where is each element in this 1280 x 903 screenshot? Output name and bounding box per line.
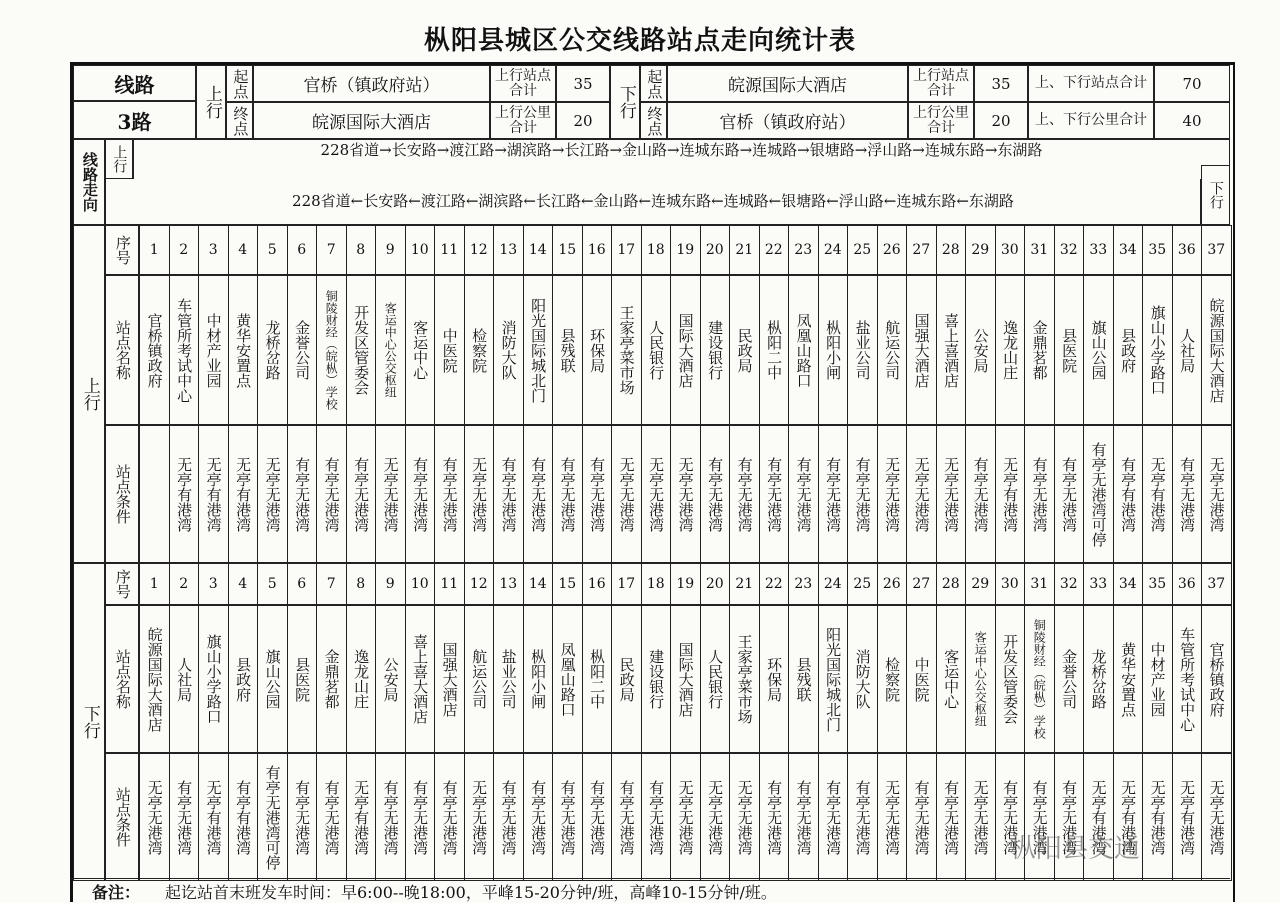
down-stop-name: 阳光国际城北门 [818,605,849,753]
down-stop-name: 枞阳小闸 [523,605,554,753]
down-start-label: 起点 [640,65,667,102]
up-stop-number: 32 [1054,225,1085,275]
down-stop-number: 23 [788,563,819,605]
down-stop-number: 16 [582,563,613,605]
down-stop-number: 7 [316,563,347,605]
up-stops-value: 35 [556,65,610,102]
down-stop-number: 8 [346,563,377,605]
up-stop-name: 航运公司 [877,275,908,425]
down-stop-name: 开发区管委会 [995,605,1026,753]
up-km-value: 20 [556,102,610,139]
up-route: 228省道→长安路→渡江路→湖滨路→长江路→金山路→连城东路→连城路→银塘路→浮山路→连城东路→东湖路 [320,141,1043,159]
up-stop-name: 国际大酒店 [670,275,701,425]
down-stop-condition: 无亭无港湾 [729,753,760,881]
down-stop-condition: 有亭有港湾 [228,753,259,881]
up-cond-label: 站点条件 [105,425,139,563]
up-stop-condition [139,425,170,563]
up-stop-condition: 有亭无港湾 [847,425,878,563]
down-stop-name: 建设银行 [641,605,672,753]
up-stop-condition: 有亭无港湾 [818,425,849,563]
up-km-label: 上行公里合计 [490,102,556,139]
up-stop-condition: 无亭有港湾 [169,425,200,563]
up-stop-name: 检察院 [464,275,495,425]
down-stop-condition: 有亭无港湾 [995,753,1026,881]
down-stop-name: 客运中心公交枢纽 [965,605,996,753]
up-stop-condition: 有亭无港湾 [346,425,377,563]
down-km-value: 20 [974,102,1028,139]
up-stop-name: 皖源国际大酒店 [1201,275,1232,425]
up-stop-number: 18 [641,225,672,275]
up-stop-name: 阳光国际城北门 [523,275,554,425]
up-stop-condition: 有亭有港湾 [1113,425,1144,563]
up-stop-number: 10 [405,225,436,275]
down-stop-name: 黄华安置点 [1113,605,1144,753]
direction-label: 线路走向 [73,139,105,225]
up-stop-condition: 无亭无港湾 [906,425,937,563]
down-stop-condition: 无亭有港湾 [198,753,229,881]
watermark-text: 枞阳县交通 [1010,834,1141,864]
down-stop-condition: 有亭无港湾 [375,753,406,881]
up-stop-number: 31 [1024,225,1055,275]
up-stop-number: 21 [729,225,760,275]
down-name-label: 站点名称 [105,605,139,753]
up-stop-number: 29 [965,225,996,275]
down-stop-condition: 有亭无港湾 [287,753,318,881]
up-stop-condition: 有亭无港湾 [1172,425,1203,563]
up-stop-number: 33 [1083,225,1114,275]
down-stop-name: 人社局 [169,605,200,753]
down-stop-condition: 无亭无港湾 [139,753,170,881]
up-stop-name: 环保局 [582,275,613,425]
down-stop-name: 皖源国际大酒店 [139,605,170,753]
down-stop-name: 县政府 [228,605,259,753]
down-stops-label: 上行站点合计 [908,65,974,102]
down-stop-name: 县残联 [788,605,819,753]
down-stop-condition: 无亭无港湾 [877,753,908,881]
up-stop-condition: 有亭无港湾 [552,425,583,563]
up-stop-name: 金誉公司 [287,275,318,425]
up-stop-condition: 无亭无港湾 [257,425,288,563]
down-stop-number: 37 [1201,563,1232,605]
down-stop-condition: 有亭无港湾 [169,753,200,881]
down-stop-number: 19 [670,563,701,605]
up-stop-name: 喜上喜酒店 [936,275,967,425]
up-stop-number: 37 [1201,225,1232,275]
down-stop-name: 铜陵财经（皖枞）学校 [1024,605,1055,753]
up-stop-name: 盐业公司 [847,275,878,425]
down-stop-condition: 有亭无港湾 [1024,753,1055,881]
down-stop-condition: 有亭无港湾 [788,753,819,881]
down-label: 下行 [610,65,640,139]
down-stop-number: 14 [523,563,554,605]
up-stop-condition: 无亭无港湾 [375,425,406,563]
up-stop-number: 7 [316,225,347,275]
direction-down-label: 下行 [1201,165,1230,225]
up-stop-number: 17 [611,225,642,275]
direction-up-label: 上行 [105,139,133,179]
up-seq-label: 序号 [105,225,139,275]
up-stop-name: 公安局 [965,275,996,425]
total-stops-label: 上、下行站点合计 [1028,65,1154,102]
down-stop-number: 12 [464,563,495,605]
up-stop-name: 官桥镇政府 [139,275,170,425]
down-stop-condition: 无亭无港湾 [1201,753,1232,881]
down-stop-name: 旗山公园 [257,605,288,753]
down-stop-name: 中材产业园 [1142,605,1173,753]
up-stop-name: 车管所考试中心 [169,275,200,425]
down-end: 官桥（镇政府站） [667,102,908,139]
up-stop-condition: 有亭无港湾 [1024,425,1055,563]
down-stop-number: 20 [700,563,731,605]
down-stop-number: 17 [611,563,642,605]
down-stop-name: 旗山小学路口 [198,605,229,753]
up-stop-condition: 无亭有港湾 [198,425,229,563]
up-stop-condition: 有亭无港湾 [582,425,613,563]
up-stop-number: 1 [139,225,170,275]
route-table [70,62,1235,902]
down-stop-condition: 有亭无港湾 [552,753,583,881]
up-stop-number: 12 [464,225,495,275]
up-stop-name: 旗山小学路口 [1142,275,1173,425]
route-value: 3路 [73,101,196,139]
down-stop-name: 凤凰山路口 [552,605,583,753]
down-stop-name: 金鼎茗都 [316,605,347,753]
down-stop-number: 25 [847,563,878,605]
up-stop-condition: 无亭无港湾 [936,425,967,563]
down-stop-name: 人民银行 [700,605,731,753]
up-stop-name: 中材产业园 [198,275,229,425]
up-stop-name: 县医院 [1054,275,1085,425]
up-stop-number: 36 [1172,225,1203,275]
up-stop-condition: 有亭无港湾 [965,425,996,563]
up-stop-number: 3 [198,225,229,275]
up-stop-condition: 无亭无港湾 [877,425,908,563]
up-stop-name: 人社局 [1172,275,1203,425]
up-stop-name: 县残联 [552,275,583,425]
up-stop-number: 5 [257,225,288,275]
up-stop-number: 24 [818,225,849,275]
down-stop-name: 客运中心 [936,605,967,753]
up-stop-condition: 有亭无港湾 [523,425,554,563]
up-stop-name: 逸龙山庄 [995,275,1026,425]
up-stop-name: 客运中心 [405,275,436,425]
up-stop-number: 28 [936,225,967,275]
up-stop-condition: 有亭无港湾 [729,425,760,563]
up-stop-condition: 有亭无港湾 [316,425,347,563]
down-stop-condition: 有亭无港湾 [523,753,554,881]
up-stop-condition: 有亭无港湾可停 [1083,425,1114,563]
down-stop-condition: 无亭无港湾 [700,753,731,881]
down-stop-name: 民政局 [611,605,642,753]
down-stop-name: 盐业公司 [493,605,524,753]
up-stop-condition: 无亭无港湾 [1201,425,1232,563]
down-stop-name: 逸龙山庄 [346,605,377,753]
page-title: 枞阳县城区公交线路站点走向统计表 [423,26,856,56]
down-km-label: 上行公里合计 [908,102,974,139]
start-label: 起点 [226,65,253,102]
down-stop-condition: 有亭无港湾 [759,753,790,881]
down-stop-number: 11 [434,563,465,605]
down-stop-condition: 无亭有港湾 [346,753,377,881]
up-stop-condition: 有亭无港湾 [287,425,318,563]
down-stop-name: 王家亭菜市场 [729,605,760,753]
down-stop-condition: 有亭无港湾 [316,753,347,881]
up-stop-condition: 无亭有港湾 [1142,425,1173,563]
down-stop-number: 29 [965,563,996,605]
up-stop-number: 13 [493,225,524,275]
up-stop-condition: 有亭无港湾 [700,425,731,563]
up-stop-condition: 无亭无港湾 [670,425,701,563]
down-stop-condition: 无亭无港湾 [965,753,996,881]
down-stop-number: 22 [759,563,790,605]
up-stop-number: 15 [552,225,583,275]
down-stop-name: 航运公司 [464,605,495,753]
up-stop-name: 国强大酒店 [906,275,937,425]
down-stop-number: 18 [641,563,672,605]
down-stop-condition: 有亭无港湾 [611,753,642,881]
up-stop-condition: 有亭无港湾 [759,425,790,563]
up-stop-condition: 有亭无港湾 [788,425,819,563]
down-stop-number: 33 [1083,563,1114,605]
down-stop-number: 6 [287,563,318,605]
down-stop-condition: 有亭无港湾 [818,753,849,881]
down-stop-number: 3 [198,563,229,605]
up-stop-name: 客运中心公交枢纽 [375,275,406,425]
down-stop-number: 27 [906,563,937,605]
up-stop-number: 27 [906,225,937,275]
up-stop-name: 消防大队 [493,275,524,425]
down-stop-number: 9 [375,563,406,605]
end-label: 终点 [226,102,253,139]
down-stop-number: 13 [493,563,524,605]
up-stop-number: 26 [877,225,908,275]
up-stop-number: 22 [759,225,790,275]
up-stop-name: 人民银行 [641,275,672,425]
note-text: 起讫站首末班发车时间：早6:00--晚18:00，平峰15-20分钟/班，高峰10-15分钟/班。 [165,883,777,902]
up-stop-name: 建设银行 [700,275,731,425]
total-stops-value: 70 [1154,65,1230,102]
up-stop-number: 35 [1142,225,1173,275]
down-stop-condition: 有亭无港湾 [493,753,524,881]
up-stop-number: 4 [228,225,259,275]
down-stop-number: 21 [729,563,760,605]
down-stop-number: 30 [995,563,1026,605]
down-stop-number: 4 [228,563,259,605]
down-stop-number: 2 [169,563,200,605]
down-stop-number: 26 [877,563,908,605]
down-stop-number: 36 [1172,563,1203,605]
down-stop-name: 龙桥岔路 [1083,605,1114,753]
up-stop-number: 34 [1113,225,1144,275]
up-stop-name: 黄华安置点 [228,275,259,425]
up-stop-number: 9 [375,225,406,275]
up-stop-condition: 有亭无港湾 [434,425,465,563]
down-stop-condition: 无亭有港湾 [1142,753,1173,881]
down-stop-name: 车管所考试中心 [1172,605,1203,753]
up-name-label: 站点名称 [105,275,139,425]
up-section-label: 上行 [73,225,105,563]
down-stop-name: 县医院 [287,605,318,753]
down-stop-condition: 有亭无港湾 [847,753,878,881]
down-stop-name: 喜上喜大酒店 [405,605,436,753]
up-stop-condition: 有亭无港湾 [1054,425,1085,563]
up-stop-number: 20 [700,225,731,275]
down-stop-name: 中医院 [906,605,937,753]
down-stop-name: 金誉公司 [1054,605,1085,753]
down-stop-name: 消防大队 [847,605,878,753]
up-stop-condition: 无亭无港湾 [611,425,642,563]
down-stop-condition: 有亭无港湾 [1054,753,1085,881]
down-stop-condition: 有亭无港湾 [405,753,436,881]
direction-up-cell [133,139,1230,179]
down-stop-number: 5 [257,563,288,605]
down-stop-number: 34 [1113,563,1144,605]
down-stop-condition: 无亭有港湾 [1113,753,1144,881]
up-stop-name: 王家亭菜市场 [611,275,642,425]
up-stop-number: 30 [995,225,1026,275]
down-stop-number: 28 [936,563,967,605]
down-stops-value: 35 [974,65,1028,102]
up-stop-number: 25 [847,225,878,275]
down-stop-condition: 有亭无港湾可停 [257,753,288,881]
up-label: 上行 [196,65,226,139]
down-stop-number: 24 [818,563,849,605]
down-stop-number: 35 [1142,563,1173,605]
up-stop-number: 23 [788,225,819,275]
down-seq-label: 序号 [105,563,139,605]
up-stop-name: 中医院 [434,275,465,425]
up-stop-name: 金鼎茗都 [1024,275,1055,425]
total-km-value: 40 [1154,102,1230,139]
down-stop-condition: 无亭有港湾 [1172,753,1203,881]
up-stop-name: 开发区管委会 [346,275,377,425]
up-stop-name: 凤凰山路口 [788,275,819,425]
up-stop-name: 县政府 [1113,275,1144,425]
up-stop-name: 枞阳小闸 [818,275,849,425]
up-stop-name: 民政局 [729,275,760,425]
up-stop-condition: 有亭无港湾 [493,425,524,563]
up-stop-number: 2 [169,225,200,275]
down-stop-name: 国强大酒店 [434,605,465,753]
up-start: 官桥（镇政府站） [253,65,490,102]
down-stop-condition: 无亭无港湾 [464,753,495,881]
up-stop-name: 枞阳二中 [759,275,790,425]
down-end-label: 终点 [640,102,667,139]
down-stop-name: 环保局 [759,605,790,753]
down-stop-name: 官桥镇政府 [1201,605,1232,753]
up-stop-number: 6 [287,225,318,275]
route-label: 线路 [73,65,196,101]
up-stop-condition: 有亭无港湾 [405,425,436,563]
up-stop-name: 龙桥岔路 [257,275,288,425]
down-stop-condition: 有亭无港湾 [641,753,672,881]
down-stop-condition: 有亭无港湾 [434,753,465,881]
up-stops-label: 上行站点合计 [490,65,556,102]
up-stop-name: 铜陵财经（皖枞）学校 [316,275,347,425]
down-section-label: 下行 [73,563,105,881]
up-stop-name: 旗山公园 [1083,275,1114,425]
down-start: 皖源国际大酒店 [667,65,908,102]
up-end: 皖源国际大酒店 [253,102,490,139]
down-stop-condition: 有亭无港湾 [582,753,613,881]
down-stop-name: 枞阳二中 [582,605,613,753]
up-stop-condition: 无亭有港湾 [228,425,259,563]
note-label: 备注： [92,883,141,902]
up-stop-condition: 无亭无港湾 [641,425,672,563]
down-stop-name: 检察院 [877,605,908,753]
total-km-label: 上、下行公里合计 [1028,102,1154,139]
up-stop-number: 16 [582,225,613,275]
down-stop-condition: 有亭无港湾 [936,753,967,881]
down-stop-number: 15 [552,563,583,605]
direction-down-cell [105,179,1201,225]
down-stop-number: 1 [139,563,170,605]
down-cond-label: 站点条件 [105,753,139,881]
down-stop-condition: 有亭无港湾 [906,753,937,881]
down-stop-name: 公安局 [375,605,406,753]
down-stop-name: 国际大酒店 [670,605,701,753]
note-row [70,878,1230,900]
down-stop-number: 10 [405,563,436,605]
down-stop-condition: 无亭有港湾 [1083,753,1114,881]
down-route: 228省道←长安路←渡江路←湖滨路←长江路←金山路←连城东路←连城路←银塘路←浮山路←连城东路←东湖路 [292,192,1014,210]
up-stop-condition: 无亭无港湾 [464,425,495,563]
up-stop-condition: 无亭有港湾 [995,425,1026,563]
down-stop-condition: 无亭无港湾 [670,753,701,881]
up-stop-number: 11 [434,225,465,275]
up-stop-number: 19 [670,225,701,275]
up-stop-number: 14 [523,225,554,275]
down-stop-number: 32 [1054,563,1085,605]
up-stop-number: 8 [346,225,377,275]
down-stop-number: 31 [1024,563,1055,605]
